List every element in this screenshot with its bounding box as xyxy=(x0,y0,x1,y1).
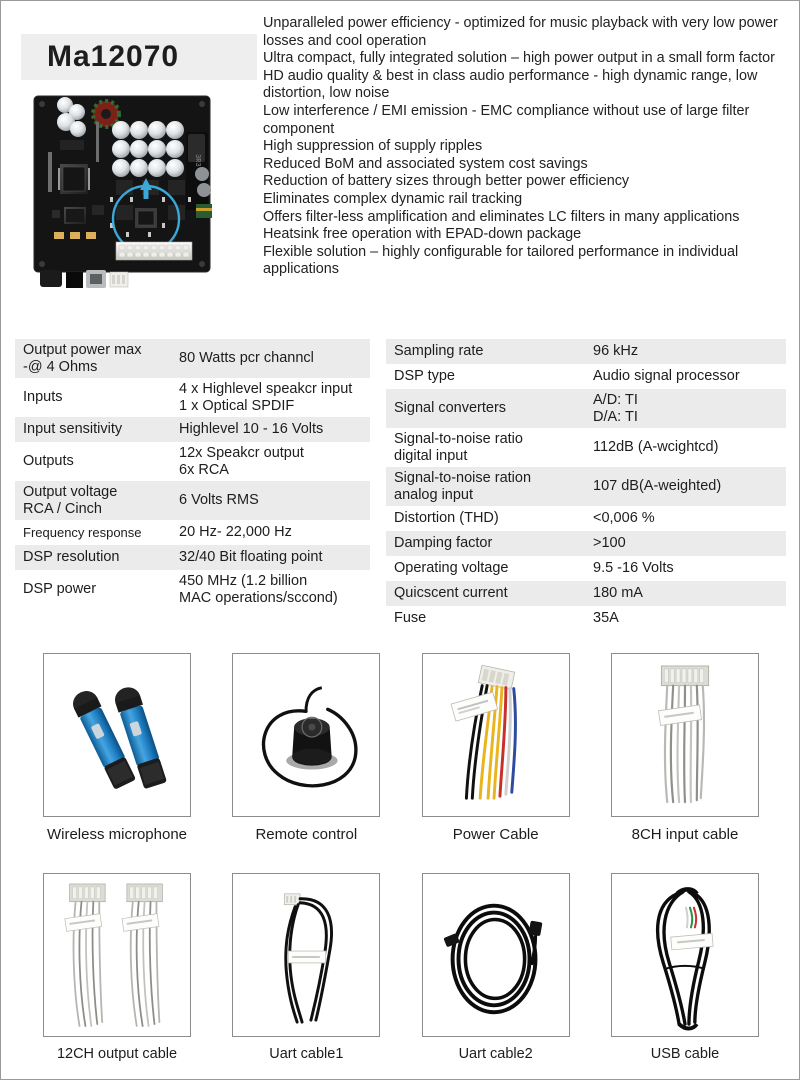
8ch-input-cable-photo xyxy=(611,653,759,817)
spec-row xyxy=(386,531,786,556)
product-title-band xyxy=(21,34,257,80)
spec-value: 12x Speakcr output 6x RCA xyxy=(179,444,304,478)
spec-value: 96 kHz xyxy=(593,343,639,359)
spec-value: Highlevel 10 - 16 Volts xyxy=(179,421,324,437)
accessory-item-usb-cable xyxy=(611,873,759,1062)
spec-value: <0,006 % xyxy=(593,510,655,526)
feature-item: Low interference / EMI emission - EMC compliance without use of large filter component xyxy=(263,102,750,137)
accessory-item-wireless-microphone xyxy=(43,653,191,843)
spec-key: Inputs xyxy=(23,389,63,405)
12ch-output-cable-photo xyxy=(43,873,191,1037)
spec-key: Quicscent current xyxy=(394,585,508,601)
spec-value: >100 xyxy=(593,535,626,551)
spec-key: Signal converters xyxy=(394,400,507,416)
accessory-caption: USB cable xyxy=(650,1046,720,1062)
accessory-row-2 xyxy=(1,873,800,1062)
accessory-item-12ch-output-cable xyxy=(43,873,191,1062)
spec-value: A/D: TI D/A: TI xyxy=(593,391,638,425)
accessory-caption: Uart cable2 xyxy=(458,1046,533,1062)
feature-item: Reduction of battery sizes through better power efficiency xyxy=(263,173,630,190)
page-title: Ma12070 xyxy=(47,40,180,73)
spec-value: 6 Volts RMS xyxy=(179,492,259,508)
accessory-item-8ch-input-cable xyxy=(611,653,759,843)
microphone-pair-photo xyxy=(43,653,191,817)
spec-key: DSP type xyxy=(394,368,455,384)
accessory-caption: Power Cable xyxy=(452,826,539,843)
accessory-item-uart-cable1 xyxy=(232,873,380,1062)
accessory-caption: 8CH input cable xyxy=(631,826,739,843)
spec-row xyxy=(15,378,370,417)
feature-item: Ultra compact, fully integrated solution – high power output in a small form factor xyxy=(263,50,775,67)
spec-key: Sampling rate xyxy=(394,343,484,359)
spec-row xyxy=(15,339,370,378)
spec-value: 450 MHz (1.2 billion MAC operations/sccond) xyxy=(179,572,338,606)
spec-value: 112dB (A-wcightcd) xyxy=(593,439,719,455)
spec-table-right xyxy=(386,339,786,631)
spec-key: Damping factor xyxy=(394,535,493,551)
spec-value: 4 x Highlevel speakcr input 1 x Optical SPDIF xyxy=(179,380,353,414)
spec-key: Signal-to-noise ratio digital input xyxy=(394,430,523,464)
spec-row xyxy=(15,417,370,442)
amplifier-pcb-photo xyxy=(30,92,243,307)
spec-key: DSP resolution xyxy=(23,549,120,565)
spec-key: Input sensitivity xyxy=(23,421,123,437)
feature-item: Eliminates complex dynamic rail tracking xyxy=(263,190,523,207)
spec-row xyxy=(15,442,370,481)
spec-value: 107 dB(A-weighted) xyxy=(593,478,722,494)
accessory-item-uart-cable2 xyxy=(422,873,570,1062)
svg-text:3R3: 3R3 xyxy=(193,154,201,167)
spec-value: 9.5 -16 Volts xyxy=(593,560,674,576)
accessory-row-1 xyxy=(1,653,800,843)
feature-item: High suppression of supply ripples xyxy=(263,138,483,155)
feature-item: Heatsink free operation with EPAD-down package xyxy=(263,226,582,243)
spec-row xyxy=(386,556,786,581)
feature-item: Offers filter-less amplification and eliminates LC filters in many applications xyxy=(263,208,740,225)
spec-row xyxy=(386,364,786,389)
usb-cable-photo xyxy=(611,873,759,1037)
spec-row xyxy=(15,545,370,570)
spec-key: Output voltage RCA / Cinch xyxy=(23,483,118,517)
spec-row xyxy=(15,570,370,609)
spec-value: 32/40 Bit floating point xyxy=(179,549,323,565)
spec-key: Outputs xyxy=(23,453,74,469)
spec-row xyxy=(386,506,786,531)
spec-row xyxy=(386,428,786,467)
spec-value: 35A xyxy=(593,610,619,626)
accessory-item-remote-control xyxy=(232,653,380,843)
header-section xyxy=(1,1,799,331)
spec-row xyxy=(386,606,786,631)
feature-item: Unparalleled power efficiency - optimized for music playback with very low power losses and cool operation xyxy=(263,15,778,49)
spec-key: DSP power xyxy=(23,581,97,597)
spec-row xyxy=(15,520,370,545)
spec-value: 20 Hz- 22,000 Hz xyxy=(179,524,292,540)
spec-key: Distortion (THD) xyxy=(394,510,499,526)
spec-key: Signal-to-noise ration analog input xyxy=(394,469,532,503)
feature-item: HD audio quality & best in class audio performance - high dynamic range, low distortion, low noise xyxy=(263,67,758,102)
spec-key: Frequency response xyxy=(23,525,142,540)
feature-item: Reduced BoM and associated system cost savings xyxy=(263,155,588,172)
uart-cable1-photo xyxy=(232,873,380,1037)
spec-key: Output power max -@ 4 Ohms xyxy=(23,341,142,375)
accessory-caption: Uart cable1 xyxy=(269,1046,344,1062)
feature-item: Flexible solution – highly configurable for tailored performance in individual applications xyxy=(263,243,739,278)
uart-cable2-photo xyxy=(422,873,570,1037)
spec-row xyxy=(386,467,786,506)
spec-row xyxy=(386,339,786,364)
spec-key: Fuse xyxy=(394,610,427,626)
spec-table-left xyxy=(15,339,370,609)
accessory-caption: Wireless microphone xyxy=(46,826,188,843)
specifications-section xyxy=(1,339,800,651)
spec-value: 180 mA xyxy=(593,585,643,601)
spec-value: 80 Watts pcr channcl xyxy=(179,350,314,366)
spec-row xyxy=(386,389,786,428)
spec-row xyxy=(15,481,370,520)
spec-value: Audio signal processor xyxy=(593,368,740,384)
accessory-caption: Remote control xyxy=(255,826,358,843)
feature-list xyxy=(263,15,791,279)
spec-row xyxy=(386,581,786,606)
accessory-caption: 12CH output cable xyxy=(56,1046,178,1062)
accessories-section xyxy=(1,653,800,1062)
power-cable-photo xyxy=(422,653,570,817)
remote-control-photo xyxy=(232,653,380,817)
accessory-item-power-cable xyxy=(422,653,570,843)
spec-key: Operating voltage xyxy=(394,560,509,576)
